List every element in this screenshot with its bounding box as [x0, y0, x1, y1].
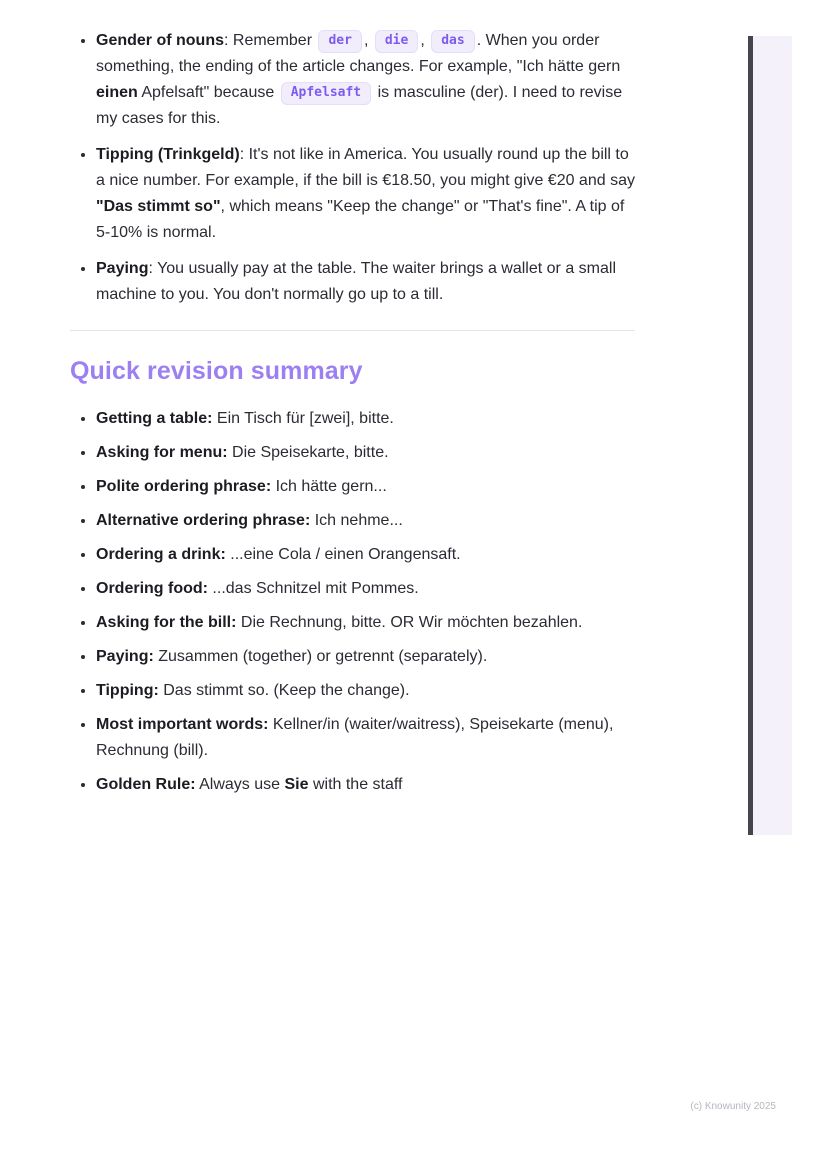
bold-text: Golden Rule:: [96, 776, 196, 793]
notes-content: [70, 28, 640, 806]
bold-text: Ordering a drink:: [96, 546, 226, 563]
bold-text: Alternative ordering phrase:: [96, 512, 311, 529]
footer-copyright: (c) Knowunity 2025: [690, 1101, 776, 1112]
bold-text: Getting a table:: [96, 410, 213, 427]
bold-text: Paying:: [96, 648, 154, 665]
summary-list: [70, 406, 640, 798]
list-item: • Ordering a drink: ...eine Cola / einen Orangensaft.: [96, 542, 640, 568]
list-item: • Tipping: Das stimmt so. (Keep the change).: [96, 678, 640, 704]
list-item: • Paying: You usually pay at the table. The waiter brings a wallet or a small machine to you. You don't normally go up to a till.: [96, 256, 640, 308]
list-item: • Getting a table: Ein Tisch für [zwei], bitte.: [96, 406, 640, 432]
bold-text: Sie: [284, 776, 309, 793]
list-item: • Paying: Zusammen (together) or getrennt (separately).: [96, 644, 640, 670]
bold-text: Tipping (Trinkgeld): [96, 146, 240, 163]
bold-text: Ordering food:: [96, 580, 208, 597]
scrollbar-thumb[interactable]: [748, 36, 753, 835]
code-badge: der: [318, 30, 361, 53]
notes-list: [70, 28, 640, 308]
list-item: • Golden Rule: Always use Sie with the staff: [96, 772, 640, 798]
list-item: • Tipping (Trinkgeld): It's not like in America. You usually round up the bill to a nice number. For example, if the bill is €18.50, you might give €20 and say "Das stimmt so", which means "Keep the change" or "That's fine". A tip of 5-10% is normal.: [96, 142, 640, 246]
list-item: • Asking for menu: Die Speisekarte, bitte.: [96, 440, 640, 466]
bold-text: Asking for menu:: [96, 444, 228, 461]
bold-text: Asking for the bill:: [96, 614, 237, 631]
list-item: • Polite ordering phrase: Ich hätte gern...: [96, 474, 640, 500]
bold-text: einen: [96, 84, 138, 101]
bold-text: "Das stimmt so": [96, 198, 221, 215]
list-item: • Ordering food: ...das Schnitzel mit Pommes.: [96, 576, 640, 602]
adjacent-page-panel: [753, 36, 792, 835]
code-badge: die: [375, 30, 418, 53]
bold-text: Tipping:: [96, 682, 159, 699]
bold-text: Gender of nouns: [96, 32, 224, 49]
code-badge: Apfelsaft: [281, 82, 371, 105]
code-badge: das: [431, 30, 474, 53]
list-item: • Gender of nouns: Remember der , die , das . When you order something, the ending of the article changes. For example, "Ich hätte gern einen Apfelsaft" because Apfelsaft is masculine (der). I need to revise my cases for this.: [96, 28, 640, 132]
list-item: • Asking for the bill: Die Rechnung, bitte. OR Wir möchten bezahlen.: [96, 610, 640, 636]
list-item: • Alternative ordering phrase: Ich nehme...: [96, 508, 640, 534]
bold-text: Paying: [96, 260, 149, 277]
list-item: • Most important words: Kellner/in (waiter/waitress), Speisekarte (menu), Rechnung (bill).: [96, 712, 640, 764]
section-divider: [70, 330, 635, 331]
bold-text: Most important words:: [96, 716, 269, 733]
bold-text: Polite ordering phrase:: [96, 478, 272, 495]
section-heading: Quick revision summary: [70, 357, 363, 385]
